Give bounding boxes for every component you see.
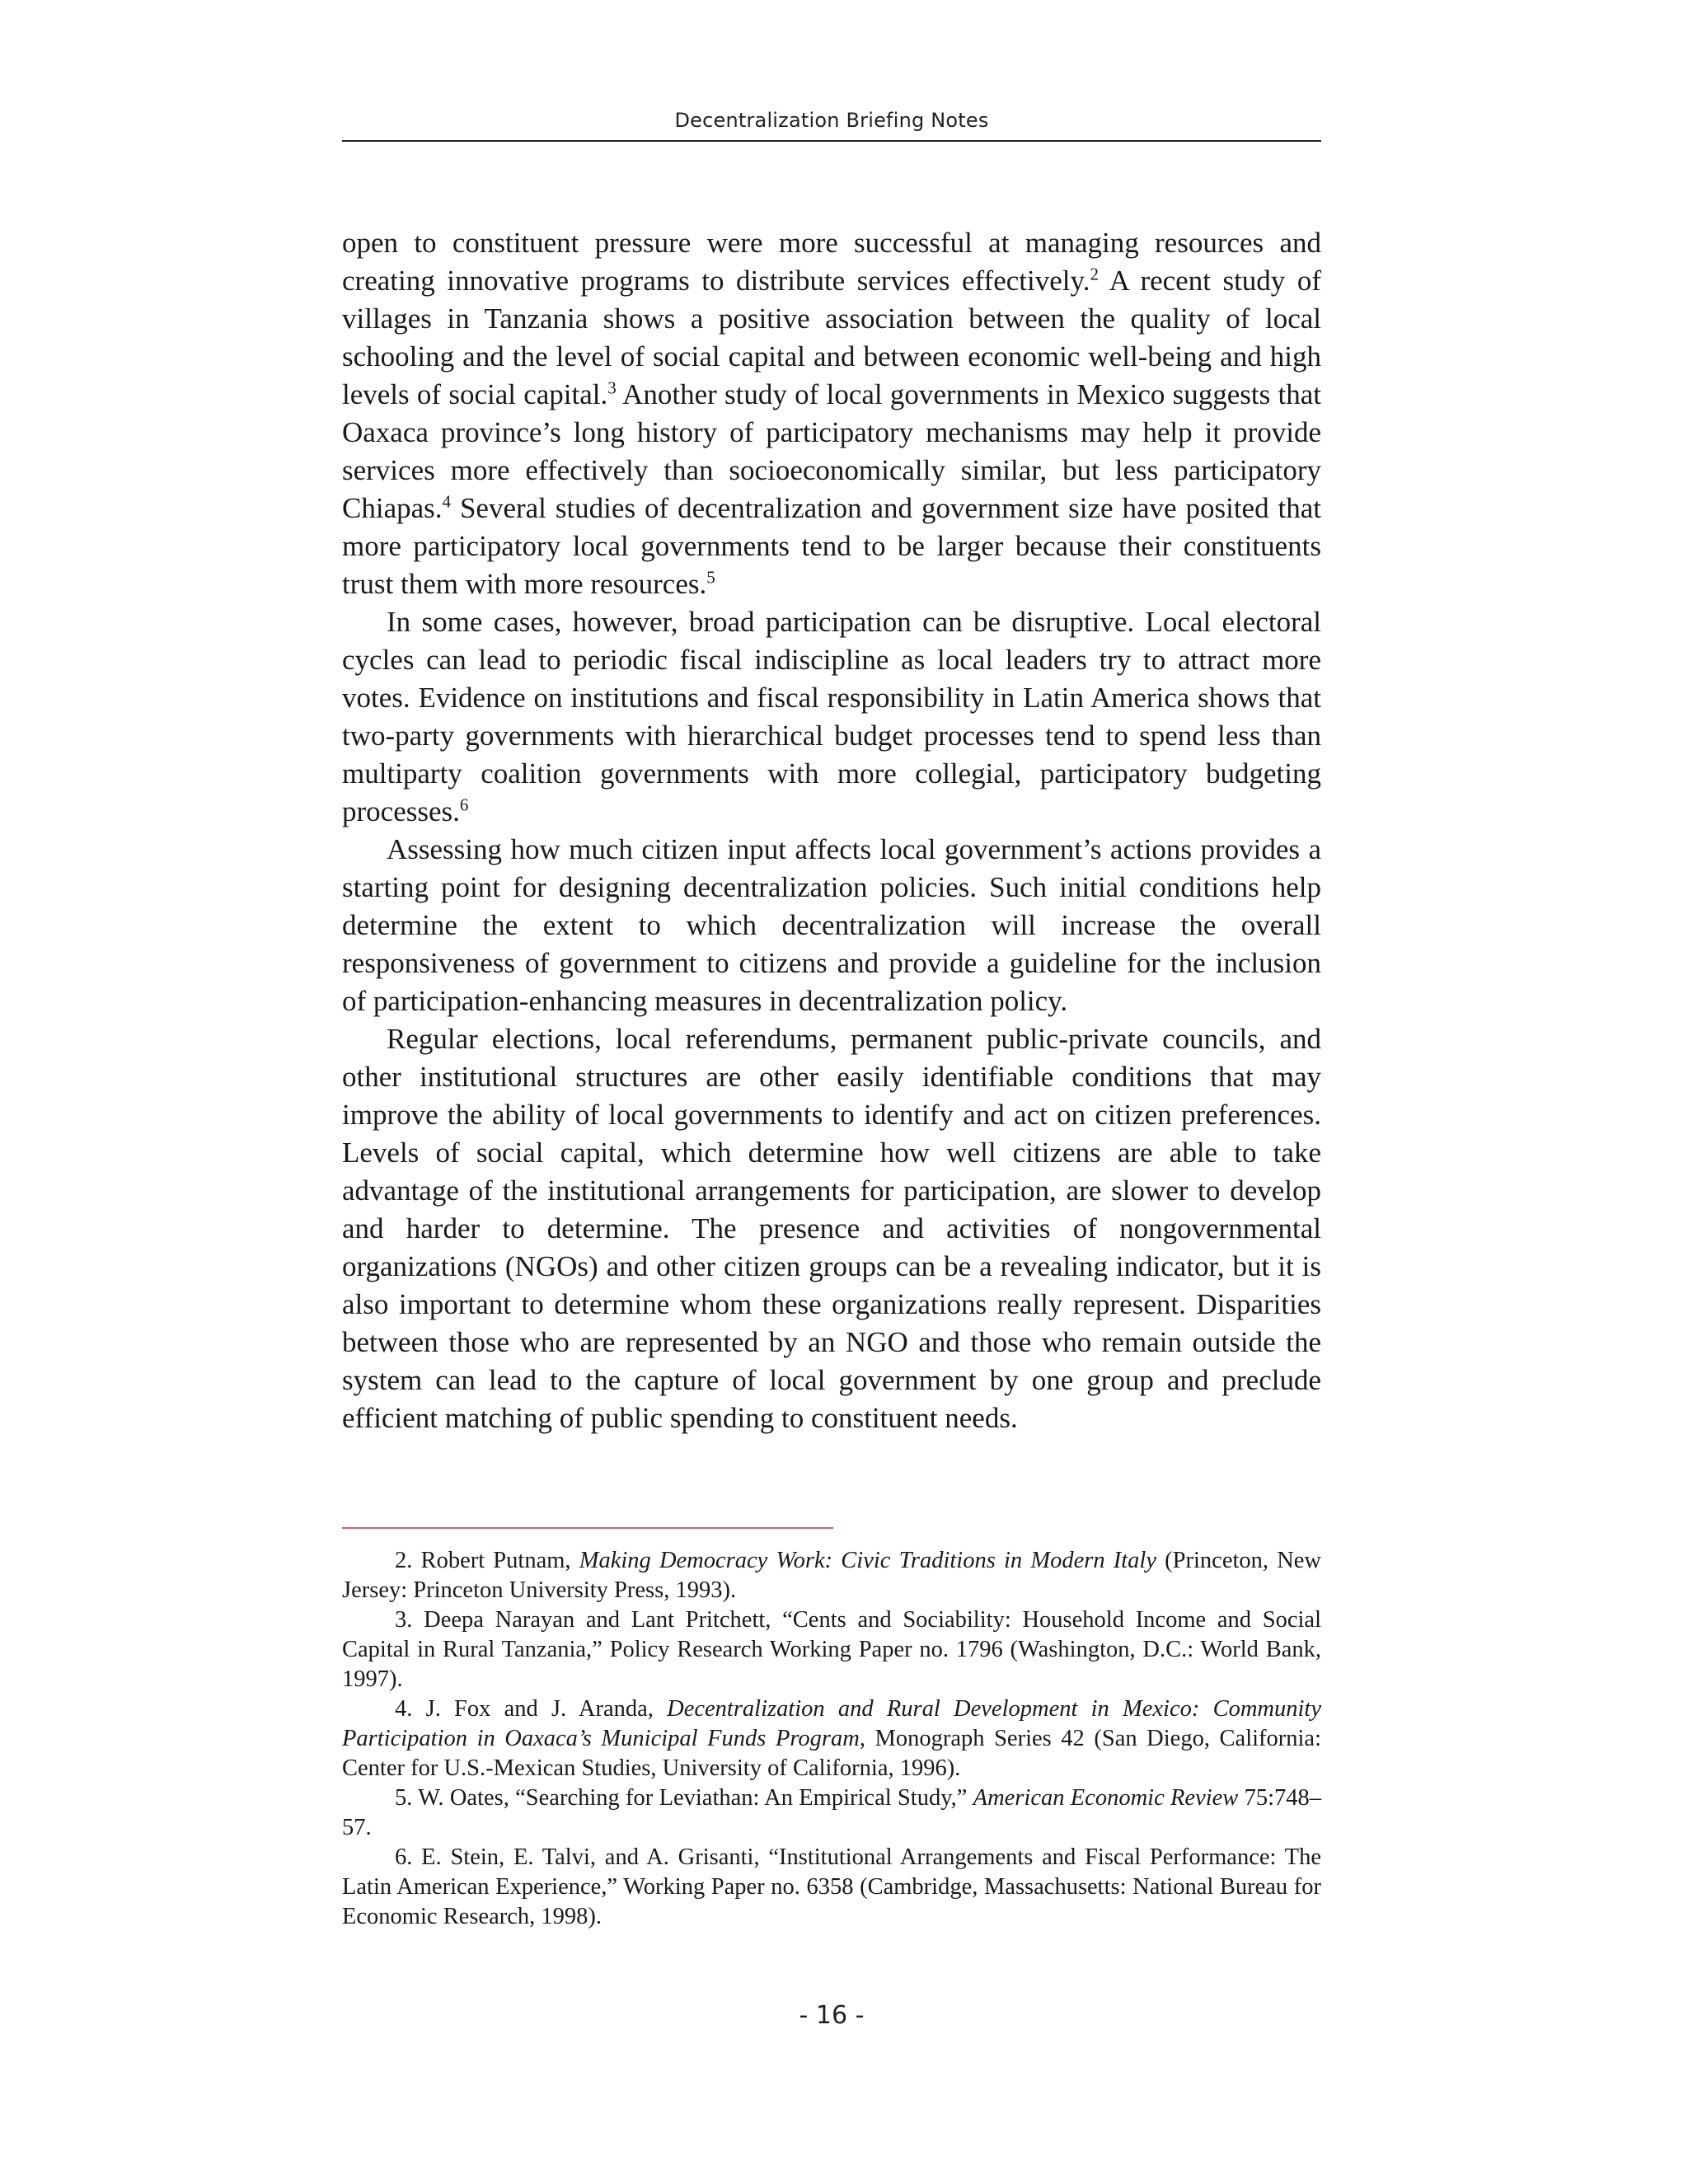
footnote-ref-5: 5 <box>706 567 715 588</box>
footnote-rule <box>342 1527 833 1529</box>
footnote-5-pre: 5. W. Oates, “Searching for Leviathan: An Empirical Study,” <box>395 1785 973 1811</box>
paragraph-1-text-a: open to constituent pressure were more successful at managing resources and creating innovative programs to distribute services effectively. <box>342 227 1321 297</box>
running-head: Decentralization Briefing Notes <box>674 109 989 132</box>
footnotes <box>342 1546 1321 1932</box>
footnote-ref-4: 4 <box>442 491 452 512</box>
footnote-2 <box>342 1546 1321 1605</box>
footnote-ref-2: 2 <box>1090 264 1099 284</box>
paragraph-2 <box>342 603 1321 831</box>
paragraph-1 <box>342 224 1321 603</box>
footnote-5-title: American Economic Review <box>973 1785 1239 1811</box>
paragraph-2-text: In some cases, however, broad participation can be disruptive. Local electoral cycles can lead to periodic fiscal indiscipline as local leaders try to attract more votes. Evidence on institutions and fiscal responsibility in Latin America shows that two-party governments with hierarchical budget processes tend to spend less than multiparty coalition governments with more collegial, participatory budgeting processes. <box>342 606 1321 827</box>
paragraph-1-text-c: Another study of local governments in Mexico suggests that Oaxaca province’s long history of participatory mechanisms may help it provide services more effectively than socioeconomically similar, but less participatory Chiapas. <box>342 378 1321 524</box>
footnote-4-title: Decentralization and Rural Development in Mexico: Community Participation in Oaxaca’s Municipal Funds Program <box>342 1696 1322 1751</box>
paragraph-4: Regular elections, local referendums, permanent public-private councils, and other institutional structures are other easily identifiable conditions that may improve the ability of local governments to identify and act on citizen preferences. Levels of social capital, which determine how well citizens are able to take advantage of the institutional arrangements for participation, are slower to develop and harder to determine. The presence and activities of nongovernmental organizations (NGOs) and other citizen groups can be a revealing indicator, but it is also important to determine whom these organizations really represent. Disparities between those who are represented by an NGO and those who remain outside the system can lead to the capture of local government by one group and preclude efficient matching of public spending to constituent needs. <box>342 1023 1321 1434</box>
footnote-2-post: (Princeton, New Jersey: Princeton University Press, 1993). <box>342 1548 1322 1603</box>
body-text <box>342 224 1321 1437</box>
header-rule <box>342 140 1321 142</box>
footnote-ref-3: 3 <box>607 377 617 398</box>
paragraph-1-text-d: Several studies of decentralization and government size have posited that more participatory local governments tend to be larger because their constituents trust them with more resources. <box>342 492 1321 600</box>
footnote-4-pre: 4. J. Fox and J. Aranda, <box>395 1696 668 1722</box>
paragraph-3: Assessing how much citizen input affects local government’s actions provides a starting point for designing decentralization policies. Such initial conditions help determine the extent to which decentralization will increase the overall responsiveness of government to citizens and provide a guideline for the inclusion of participation-enhancing measures in decentralization policy. <box>342 833 1321 1017</box>
footnote-ref-6: 6 <box>459 794 469 815</box>
footnote-5 <box>342 1783 1321 1843</box>
footnote-5-post: 75:748–57. <box>342 1785 1322 1840</box>
paragraph-1-text-b: A recent study of villages in Tanzania shows a positive association between the quality of local schooling and the level of social capital and between economic well-being and high levels of social capital. <box>342 265 1321 410</box>
footnote-3 <box>342 1605 1321 1694</box>
page-number: - 16 - <box>799 2001 865 2030</box>
footnote-3-text: 3. Deepa Narayan and Lant Pritchett, “Cents and Sociability: Household Income and Social Capital in Rural Tanzania,” Policy Research Working Paper no. 1796 (Washington, D.C.: World Bank, 1997). <box>342 1607 1321 1692</box>
footnote-6 <box>342 1843 1321 1932</box>
footnote-4 <box>342 1694 1321 1783</box>
footnote-6-text: 6. E. Stein, E. Talvi, and A. Grisanti, “Institutional Arrangements and Fiscal Performance: The Latin American Experience,” Working Paper no. 6358 (Cambridge, Massachusetts: National Bureau for Economic Research, 1998). <box>342 1844 1321 1929</box>
footnote-2-pre: 2. Robert Putnam, <box>395 1548 579 1573</box>
footnote-2-title: Making Democracy Work: Civic Traditions in Modern Italy <box>579 1548 1156 1573</box>
footnote-4-post: , Monograph Series 42 (San Diego, California: Center for U.S.-Mexican Studies, University of California, 1996). <box>342 1726 1321 1781</box>
